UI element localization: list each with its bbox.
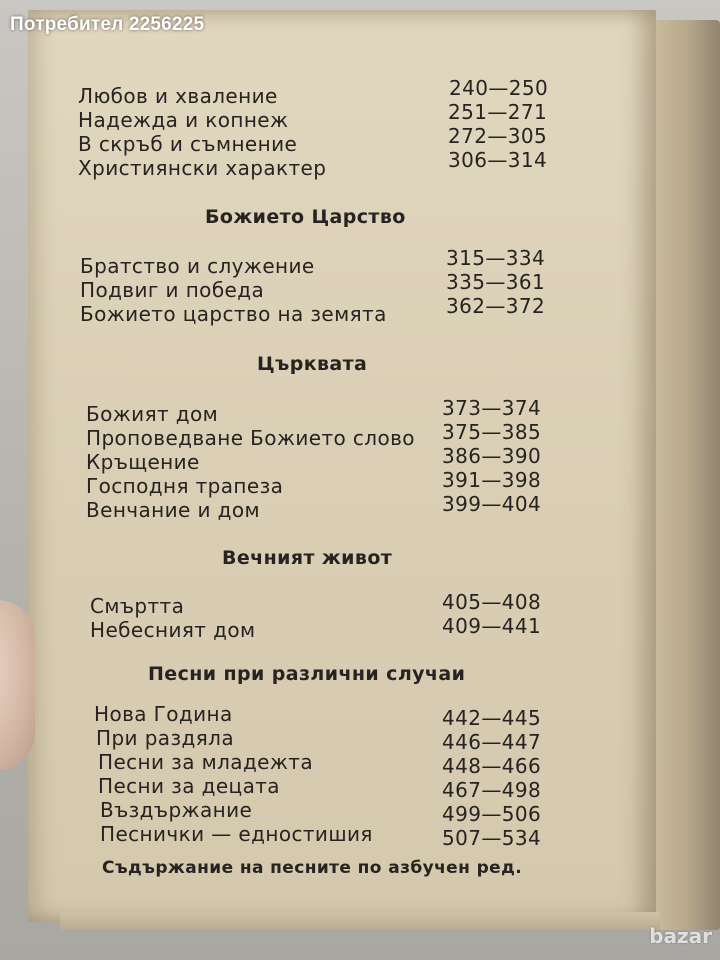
toc-entry-title: Венчание и дом: [86, 498, 261, 522]
toc-entry-title: При раздяла: [96, 726, 234, 750]
toc-entry-title: Песни за децата: [98, 774, 280, 798]
toc-entry-range: 362—372: [446, 294, 546, 318]
toc-entry-title: Подвиг и победа: [80, 278, 265, 302]
toc-entry-range: 240—250: [449, 76, 549, 100]
toc-entry-title: Божият дом: [86, 402, 219, 426]
toc-entry-title: Песнички — едностишия: [100, 822, 373, 846]
toc-entry-range: 391—398: [442, 468, 542, 492]
toc-entry-range: 499—506: [442, 802, 542, 826]
toc-entry-range: 409—441: [442, 614, 542, 638]
toc-entry-range: 306—314: [448, 148, 548, 172]
toc-entry-range: 251—271: [448, 100, 548, 124]
toc-entry-title: Небесният дом: [90, 618, 256, 642]
toc-entry-range: 405—408: [442, 590, 542, 614]
watermark-user-label: Потребител 2256225: [10, 14, 205, 35]
toc-entry-title: Песни за младежта: [98, 750, 314, 774]
toc-entry-range: 272—305: [448, 124, 548, 148]
toc-entry-title: Кръщение: [86, 450, 200, 474]
toc-entry-range: 375—385: [442, 420, 542, 444]
section-heading: Църквата: [257, 353, 368, 375]
toc-entry-title: Любов и хваление: [78, 84, 278, 108]
toc-entry-title: Проповедване Божието слово: [86, 426, 415, 450]
toc-entry-range: 507—534: [442, 826, 542, 850]
toc-entry-range: 386—390: [442, 444, 542, 468]
toc-entry-title: Божието царство на земята: [80, 302, 387, 326]
section-heading: Божието Царство: [205, 206, 406, 228]
toc-entry-title: Въздържание: [100, 798, 253, 822]
toc-entry-range: 442—445: [442, 706, 542, 730]
toc-entry-title: Християнски характер: [78, 156, 327, 180]
toc-entry-title: Господня трапеза: [86, 474, 284, 498]
toc-entry-title: Надежда и копнеж: [78, 108, 289, 132]
toc-entry-range: 399—404: [442, 492, 542, 516]
footer-note: Съдържание на песните по азбучен ред.: [102, 858, 523, 878]
toc-entry-range: 335—361: [446, 270, 546, 294]
toc-entry-range: 467—498: [442, 778, 542, 802]
toc-entry-range: 373—374: [442, 396, 542, 420]
toc-entry-title: Нова Година: [94, 702, 233, 726]
toc-entry-title: В скръб и съмнение: [78, 132, 298, 156]
toc-entry-range: 448—466: [442, 754, 542, 778]
toc-entry-title: Братство и служение: [80, 254, 315, 278]
toc-entry-range: 315—334: [446, 246, 546, 270]
section-heading: Вечният живот: [222, 547, 393, 569]
toc-entry-range: 446—447: [442, 730, 542, 754]
section-heading: Песни при различни случаи: [148, 663, 466, 685]
toc-entry-title: Смъртта: [90, 594, 185, 618]
watermark-logo: bazar: [649, 924, 712, 948]
